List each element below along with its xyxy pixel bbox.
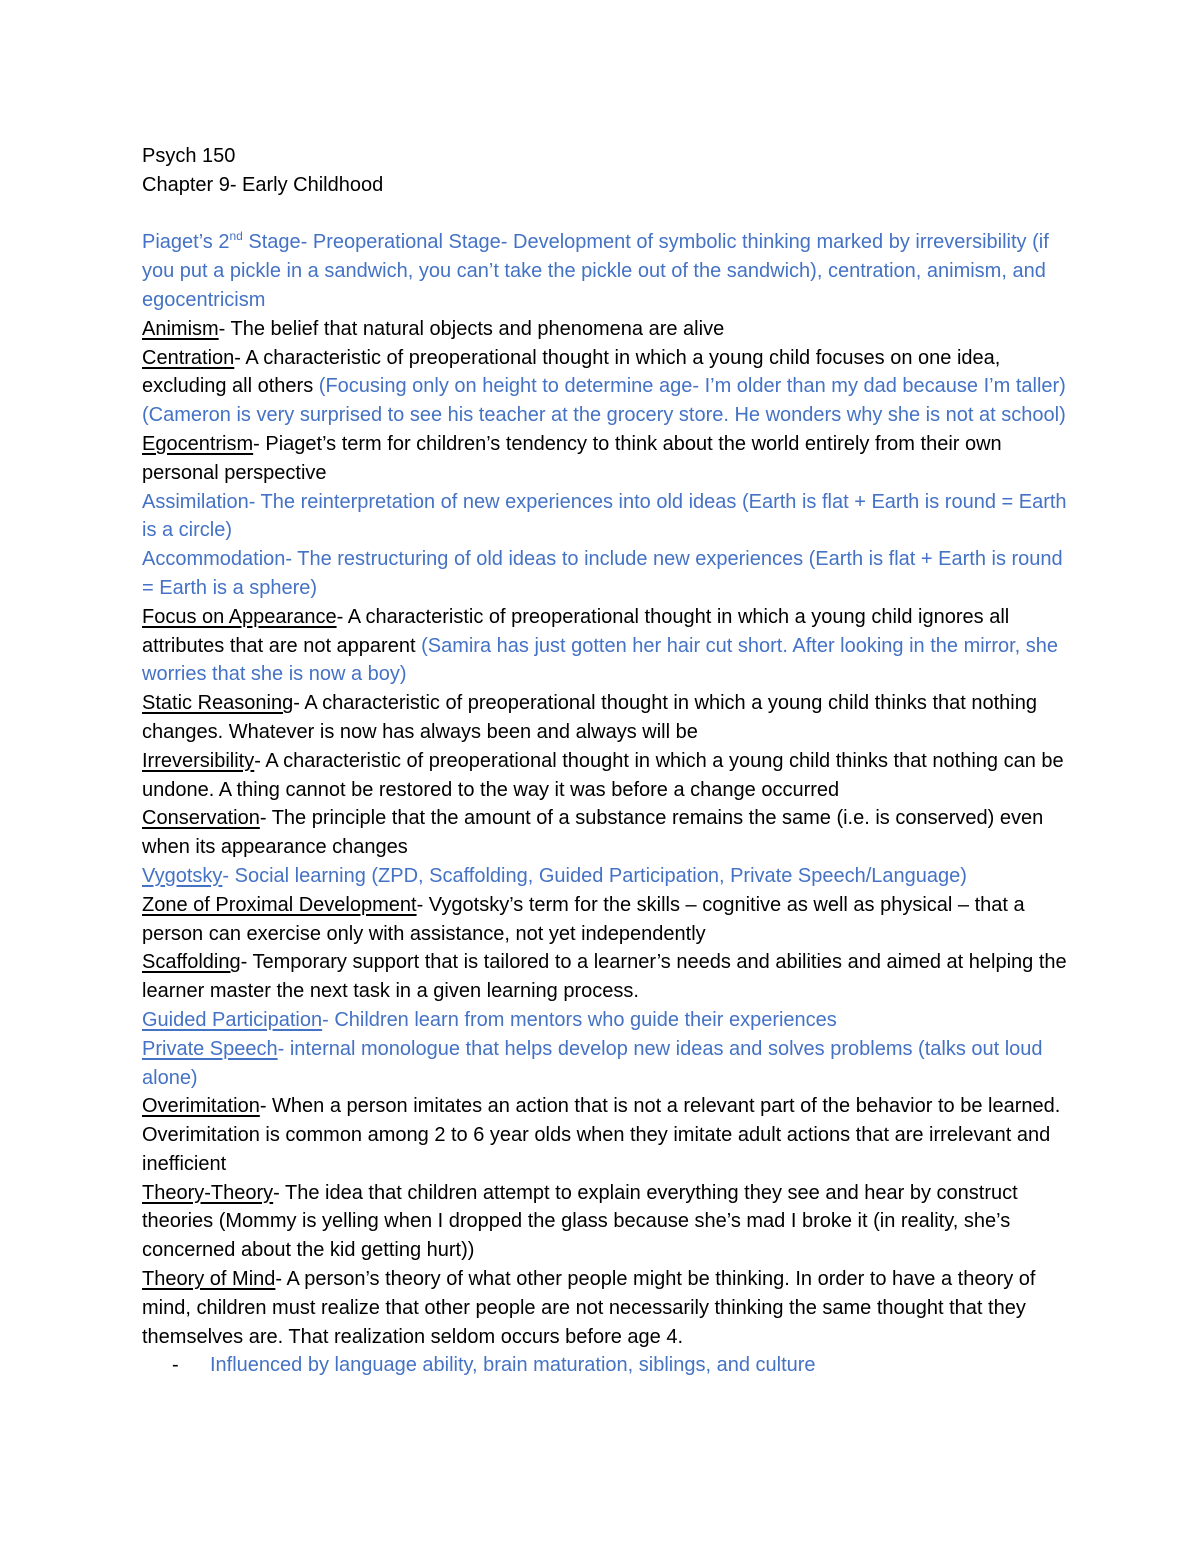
definition-conservation: - The principle that the amount of a substance remains the same (i.e. is conserved) even when its appearance changes — [142, 807, 1044, 859]
term-static-reasoning: Static Reasoning — [142, 692, 294, 715]
entry-focus-on-appearance — [142, 603, 1072, 689]
term-guided-participation: Guided Participation — [142, 1008, 323, 1031]
definition-scaffolding: - Temporary support that is tailored to a learner’s needs and abilities and aimed at helping the learner master the next task in a given learning process. — [142, 951, 1067, 1003]
term-conservation: Conservation — [142, 807, 260, 830]
definition-irreversibility: - A characteristic of preoperational thought in which a young child thinks that nothing can be undone. A thing cannot be restored to the way it was before a change occurred — [142, 749, 1064, 801]
definition-guided-participation: - Children learn from mentors who guide their experiences — [322, 1008, 837, 1031]
term-zone-of-proximal-development: Zone of Proximal Development — [142, 893, 417, 916]
term-animism: Animism — [142, 317, 219, 340]
definition-static-reasoning: - A characteristic of preoperational thought in which a young child thinks that nothing changes. Whatever is now has always been and always will be — [142, 692, 1037, 743]
ordinal-suffix: nd — [229, 229, 243, 244]
entry-overimitation — [142, 1092, 1072, 1178]
term-theory-of-mind: Theory of Mind — [142, 1268, 276, 1291]
entry-egocentrism — [142, 430, 1072, 488]
term-scaffolding: Scaffolding — [142, 951, 241, 974]
definition-focus-on-appearance: - A characteristic of preoperational thought in which a young child ignores all attributes that are not apparent — [142, 605, 1010, 657]
entry-static-reasoning — [142, 689, 1072, 747]
entry-irreversibility — [142, 747, 1072, 805]
entry-assimilation: Assimilation- The reinterpretation of new experiences into old ideas (Earth is flat + Earth is round = Earth is a circle) — [142, 490, 1067, 542]
entry-zone-of-proximal-development — [142, 891, 1072, 949]
definition-centration: - A characteristic of preoperational thought in which a young child focuses on one idea, excluding all others — [142, 346, 1001, 398]
term-theory-theory: Theory-Theory — [142, 1181, 274, 1204]
bullet-marker: - — [172, 1354, 179, 1377]
chapter-title: Chapter 9- Early Childhood — [142, 173, 384, 196]
entry-private-speech — [142, 1035, 1072, 1093]
example-focus-on-appearance: (Samira has just gotten her hair cut short. After looking in the mirror, she worries that she is now a boy) — [142, 634, 1059, 686]
piaget-stage-label: Piaget’s 2 — [142, 231, 230, 254]
bullet-item — [142, 1351, 1072, 1380]
document-page — [142, 142, 1072, 1380]
definition-egocentrism: - Piaget’s term for children’s tendency to think about the world entirely from their own personal perspective — [142, 432, 1002, 484]
definition-vygotsky: - Social learning (ZPD, Scaffolding, Guided Participation, Private Speech/Language) — [222, 864, 967, 887]
entry-animism — [142, 315, 1072, 344]
bullet-text: Influenced by language ability, brain maturation, siblings, and culture — [210, 1354, 816, 1377]
term-centration: Centration — [142, 346, 235, 369]
term-private-speech: Private Speech — [142, 1037, 278, 1060]
entry-vygotsky — [142, 862, 1072, 891]
definition-private-speech: - internal monologue that helps develop new ideas and solves problems (talks out loud alone) — [142, 1037, 1043, 1089]
entry-scaffolding — [142, 948, 1072, 1006]
definition-animism: - The belief that natural objects and phenomena are alive — [218, 317, 725, 340]
entry-conservation — [142, 804, 1072, 862]
term-focus-on-appearance: Focus on Appearance — [142, 605, 337, 628]
term-overimitation: Overimitation — [142, 1095, 260, 1118]
blank-line — [142, 200, 1072, 229]
entry-theory-theory — [142, 1179, 1072, 1265]
course-title: Psych 150 — [142, 145, 236, 167]
example-centration: (Focusing only on height to determine age- I’m older than my dad because I’m taller) (Cameron is very surprised to see his teacher at the grocery store. He wonders why she is not at school) — [142, 375, 1066, 427]
definition-overimitation: - When a person imitates an action that is not a relevant part of the behavior to be learned. Overimitation is common among 2 to 6 year olds when they imitate adult actions that are irrelevant and inefficient — [142, 1095, 1061, 1175]
entry-accommodation: Accommodation- The restructuring of old ideas to include new experiences (Earth is flat + Earth is round = Earth is a sphere) — [142, 548, 1063, 599]
term-vygotsky: Vygotsky — [142, 864, 223, 887]
entry-theory-of-mind — [142, 1265, 1072, 1351]
term-irreversibility: Irreversibility — [142, 749, 255, 772]
definition-theory-of-mind: - A person’s theory of what other people might be thinking. In order to have a theory of mind, children must realize that other people are not necessarily thinking the same thought that they themselves are. That realization seldom occurs before age 4. — [142, 1268, 1036, 1348]
piaget-stage-entry — [142, 228, 1072, 314]
entry-centration — [142, 344, 1072, 430]
entry-guided-participation — [142, 1006, 1072, 1035]
definition-theory-theory: - The idea that children attempt to explain everything they see and hear by construct theories (Mommy is yelling when I dropped the glass because she’s mad I broke it (in reality, she’s concerned about the kid getting hurt)) — [142, 1181, 1018, 1262]
term-egocentrism: Egocentrism — [142, 432, 254, 455]
definition-zone-of-proximal-development: - Vygotsky’s term for the skills – cognitive as well as physical – that a person can exercise only with assistance, not yet independently — [142, 893, 1025, 945]
piaget-stage-description: Stage- Preoperational Stage- Development of symbolic thinking marked by irreversibility (if you put a pickle in a sandwich, you can’t take the pickle out of the sandwich), centration, animism, and egocentricism — [142, 231, 1049, 311]
